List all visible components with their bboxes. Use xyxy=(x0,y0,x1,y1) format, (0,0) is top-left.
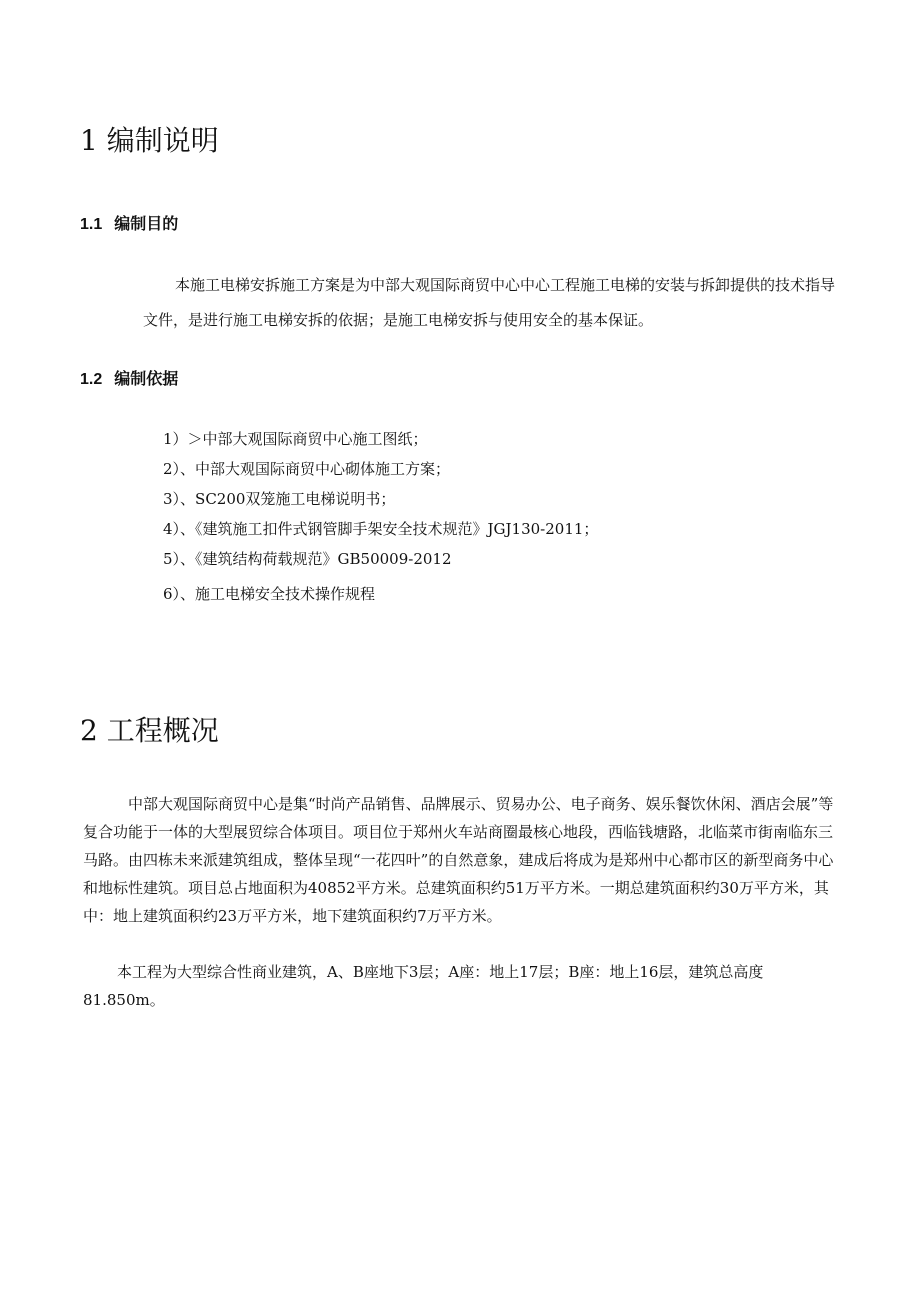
section-1-title: 1 编制说明 xyxy=(80,124,219,157)
basis-list-item: 6）、施工电梯安全技术操作规程 xyxy=(163,585,376,603)
basis-list-item: 2）、中部大观国际商贸中心砌体施工方案； xyxy=(163,460,451,478)
overview-paragraph-1: 中部大观国际商贸中心是集“时尚产品销售、品牌展示、贸易办公、电子商务、娱乐餐饮休闲、酒店会展”等复合功能于一体的大型展贸综合体项目。项目位于郑州火车站商圈最核心地段，西临钱塘路，北临菜市街南临东三马路。由四栋未来派建筑组成，整体呈现“一花四叶”的自然意象，建成后将成为是郑州中心都市区的新型商务中心和地标性建筑。项目总占地面积为40852平方米。总建筑面积约51万平方米。一期总建筑面积约30万平方米，其中：地上建筑面积约23万平方米，地下建筑面积约7万平方米。 xyxy=(83,795,834,925)
subsection-1-2-heading xyxy=(80,366,178,389)
overview-paragraph-2: 本工程为大型综合性商业建筑，A、B座地下3层；A座：地上17层；B座：地上16层，建筑总高度81.850m。 xyxy=(83,963,764,1009)
basis-list-item: 4）、《建筑施工扣件式钢管脚手架安全技术规范》JGJ130-2011； xyxy=(163,520,599,538)
basis-list-item: 3）、SC200双笼施工电梯说明书； xyxy=(163,490,396,508)
basis-list-item: 1）＞中部大观国际商贸中心施工图纸； xyxy=(163,430,428,448)
subsection-1-2-title: 编制依据 xyxy=(114,371,179,388)
subsection-1-1-heading xyxy=(80,211,178,234)
purpose-paragraph: 本施工电梯安拆施工方案是为中部大观国际商贸中心中心工程施工电梯的安装与拆卸提供的技术指导文件，是进行施工电梯安拆的依据；是施工电梯安拆与使用安全的基本保证。 xyxy=(143,276,836,329)
basis-list-item: 5）、《建筑结构荷载规范》GB50009-2012 xyxy=(163,550,452,568)
basis-list xyxy=(163,424,598,609)
subsection-1-1-number: 1.1 xyxy=(80,216,103,233)
subsection-1-2-number: 1.2 xyxy=(80,371,103,388)
section-2-title: 2 工程概况 xyxy=(80,714,219,747)
subsection-1-1-title: 编制目的 xyxy=(114,216,179,233)
